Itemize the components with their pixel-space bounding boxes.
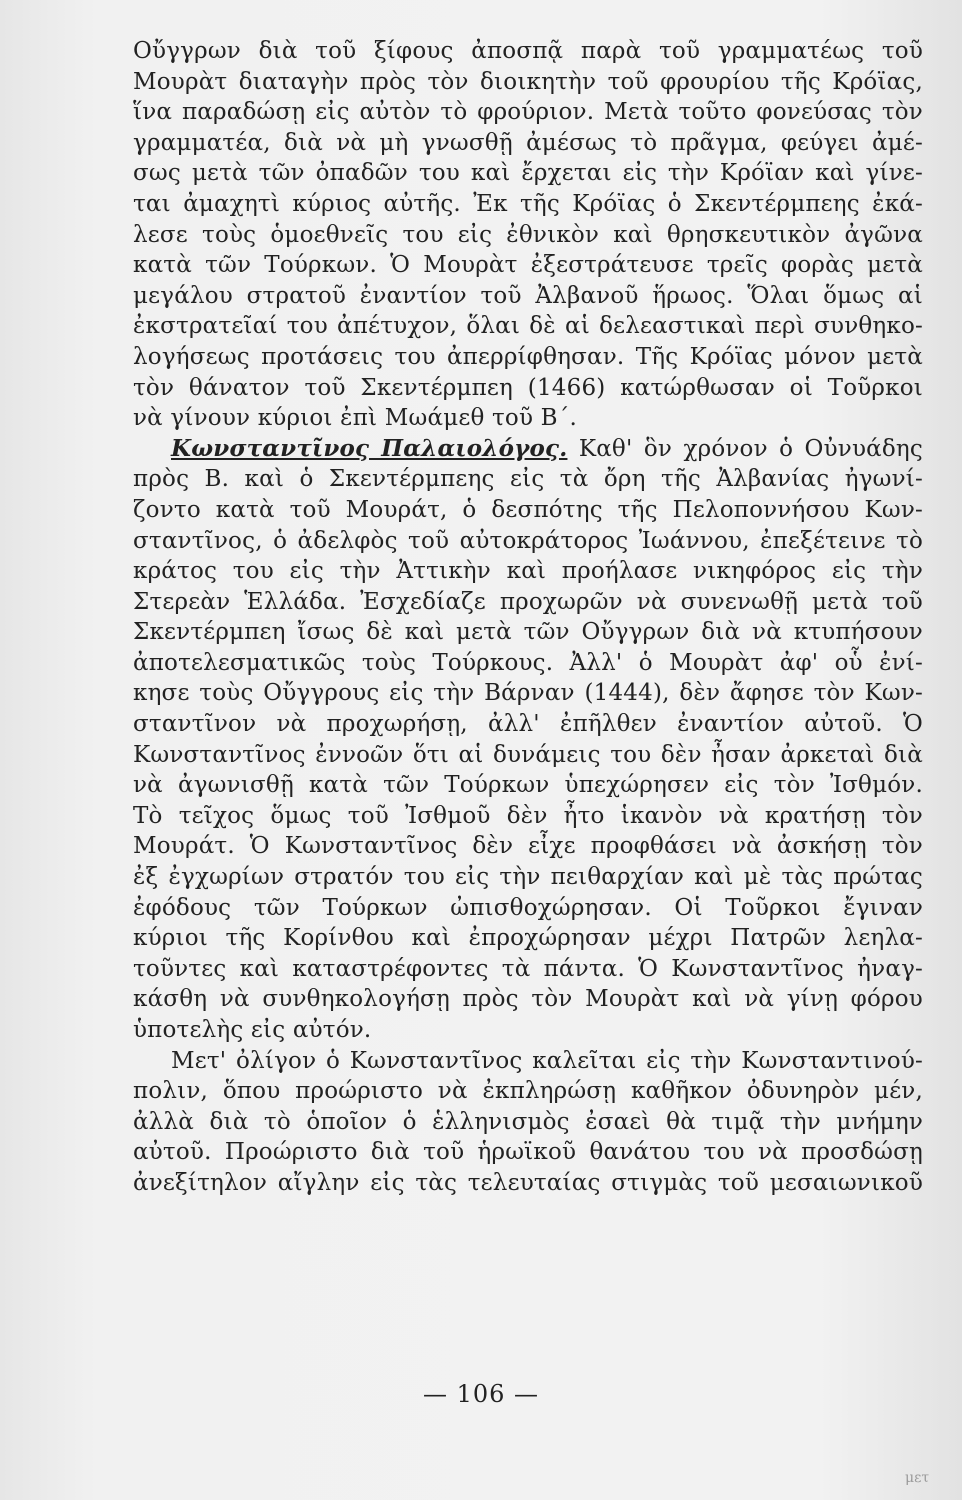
text-line: Κωνσταντῖνος ἐννοῶν ὅτι αἱ δυνάμεις του δὲν ἦσαν ἀρκεταὶ διὰ — [133, 741, 923, 768]
text-line: σταντῖνον νὰ προχωρήσῃ, ἀλλ' ἐπῆλθεν ἐναντίον αὐτοῦ. Ὁ — [133, 711, 923, 738]
text-line: πρὸς Β. καὶ ὁ Σκεντέρμπεης εἰς τὰ ὄρη τῆς Ἀλβανίας ἠγωνί- — [133, 466, 923, 493]
text-line: ἀποτελεσματικῶς τοὺς Τούρκους. Ἀλλ' ὁ Μουρὰτ ἀφ' οὗ ἐνί- — [133, 649, 923, 676]
text-line: κησε τοὺς Οὔγγρους εἰς τὴν Βάρναν (1444), δὲν ἄφησε τὸν Κων- — [133, 680, 923, 707]
section-heading: Κωνσταντῖνος Παλαιολόγος. — [171, 434, 568, 462]
text-line: νὰ γίνουν κύριοι ἐπὶ Μωάμεθ τοῦ Β΄. — [133, 405, 577, 432]
text-line: νὰ ἀγωνισθῇ κατὰ τῶν Τούρκων ὑπεχώρησεν εἰς τὸν Ἰσθμόν. — [133, 772, 923, 799]
text-line: λογήσεως προτάσεις του ἀπερρίφθησαν. Τῆς Κρόϊας μόνον μετὰ — [133, 343, 923, 370]
text-line: Οὔγγρων διὰ τοῦ ξίφους ἀποσπᾷ παρὰ τοῦ γραμματέως τοῦ — [133, 38, 923, 64]
text-line: μεγάλου στρατοῦ ἐναντίον τοῦ Ἀλβανοῦ ἥρωος. Ὅλαι ὅμως αἱ — [133, 282, 923, 309]
text-line: κατὰ τῶν Τούρκων. Ὁ Μουρὰτ ἐξεστράτευσε τρεῖς φορὰς μετὰ — [133, 252, 923, 279]
text-line: ὑποτελὴς εἰς αὐτόν. — [133, 1017, 372, 1043]
section-heading-line — [133, 434, 923, 465]
text-line: ται ἀμαχητὶ κύριος αὐτῆς. Ἐκ τῆς Κρόϊας ὁ Σκεντέρμπεης ἐκά- — [133, 190, 923, 217]
text-line: κάσθη νὰ συνθηκολογήσῃ πρὸς τὸν Μουρὰτ καὶ νὰ γίνῃ φόρου — [133, 986, 923, 1013]
heading-line-continuation: Καθ' ὃν χρόνον ὁ Οὐνυάδης — [567, 435, 923, 462]
text-line: Τὸ τεῖχος ὅμως τοῦ Ἰσθμοῦ δὲν ἦτο ἱκανὸν νὰ κρατήσῃ τὸν — [133, 802, 923, 829]
text-line: σως μετὰ τῶν ὀπαδῶν του καὶ ἔρχεται εἰς τὴν Κρόϊαν καὶ γίνε- — [133, 160, 923, 187]
text-line: ἐφόδους τῶν Τούρκων ὠπισθοχώρησαν. Οἱ Τοῦρκοι ἔγιναν — [133, 894, 923, 921]
text-line: Μουρὰτ διαταγὴν πρὸς τὸν διοικητὴν τοῦ φρουρίου τῆς Κρόϊας, — [133, 68, 923, 95]
text-line: ἐκστρατεῖαί του ἀπέτυχον, ὅλαι δὲ αἱ δελεαστικαὶ περὶ συνθηκο- — [133, 313, 923, 340]
body-text — [133, 36, 923, 1199]
text-line: κράτος του εἰς τὴν Ἀττικὴν καὶ προήλασε νικηφόρος εἰς τὴν — [133, 558, 923, 585]
text-line: ζοντο κατὰ τοῦ Μουράτ, ὁ δεσπότης τῆς Πελοποννήσου Κων- — [133, 496, 923, 523]
text-line: κύριοι τῆς Κορίνθου καὶ ἐπροχώρησαν μέχρι Πατρῶν λεηλα- — [133, 925, 923, 952]
text-line: Μουράτ. Ὁ Κωνσταντῖνος δὲν εἶχε προφθάσει νὰ ἀσκήσῃ τὸν — [133, 833, 923, 860]
page-number: — 106 — — [422, 1380, 540, 1408]
text-line: γραμματέα, διὰ νὰ μὴ γνωσθῇ ἀμέσως τὸ πρᾶγμα, φεύγει ἀμέ- — [133, 129, 923, 156]
text-line: ἀλλὰ διὰ τὸ ὁποῖον ὁ ἑλληνισμὸς ἐσαεὶ θὰ τιμᾷ τὴν μνήμην — [133, 1108, 923, 1135]
text-line: Στερεὰν Ἑλλάδα. Ἐσχεδίαζε προχωρῶν νὰ συνενωθῇ μετὰ τοῦ — [133, 588, 923, 615]
text-line: ἀνεξίτηλον αἴγλην εἰς τὰς τελευταίας στιγμὰς τοῦ μεσαιωνικοῦ — [133, 1169, 923, 1196]
text-line: σταντῖνος, ὁ ἀδελφὸς τοῦ αὐτοκράτορος Ἰωάννου, ἐπεξέτεινε τὸ — [133, 527, 923, 554]
text-line: Μετ' ὀλίγον ὁ Κωνσταντῖνος καλεῖται εἰς τὴν Κωνσταντινού- — [171, 1047, 923, 1074]
margin-note: μετ — [905, 1470, 930, 1486]
text-line: λεσε τοὺς ὁμοεθνεῖς του εἰς ἐθνικὸν καὶ θρησκευτικὸν ἀγῶνα — [133, 221, 923, 248]
text-line: τοῦντες καὶ καταστρέφοντες τὰ πάντα. Ὁ Κωνσταντῖνος ἠναγ- — [133, 955, 923, 982]
text-line: πολιν, ὅπου προώριστο νὰ ἐκπληρώσῃ καθῆκον ὀδυνηρὸν μέν, — [133, 1078, 923, 1105]
text-line: Σκεντέρμπεη ἴσως δὲ καὶ μετὰ τῶν Οὔγγρων διὰ νὰ κτυπήσουν — [133, 619, 923, 646]
text-line: τὸν θάνατον τοῦ Σκεντέρμπεη (1466) κατώρθωσαν οἱ Τοῦρκοι — [133, 374, 923, 401]
text-line: αὐτοῦ. Προώριστο διὰ τοῦ ἡρωϊκοῦ θανάτου του νὰ προσδώσῃ — [133, 1139, 923, 1166]
text-line: ἐξ ἐγχωρίων στρατόν του εἰς τὴν πειθαρχίαν καὶ μὲ τὰς πρώτας — [133, 864, 923, 891]
text-line: ἵνα παραδώσῃ εἰς αὐτὸν τὸ φρούριον. Μετὰ τοῦτο φονεύσας τὸν — [133, 99, 923, 126]
